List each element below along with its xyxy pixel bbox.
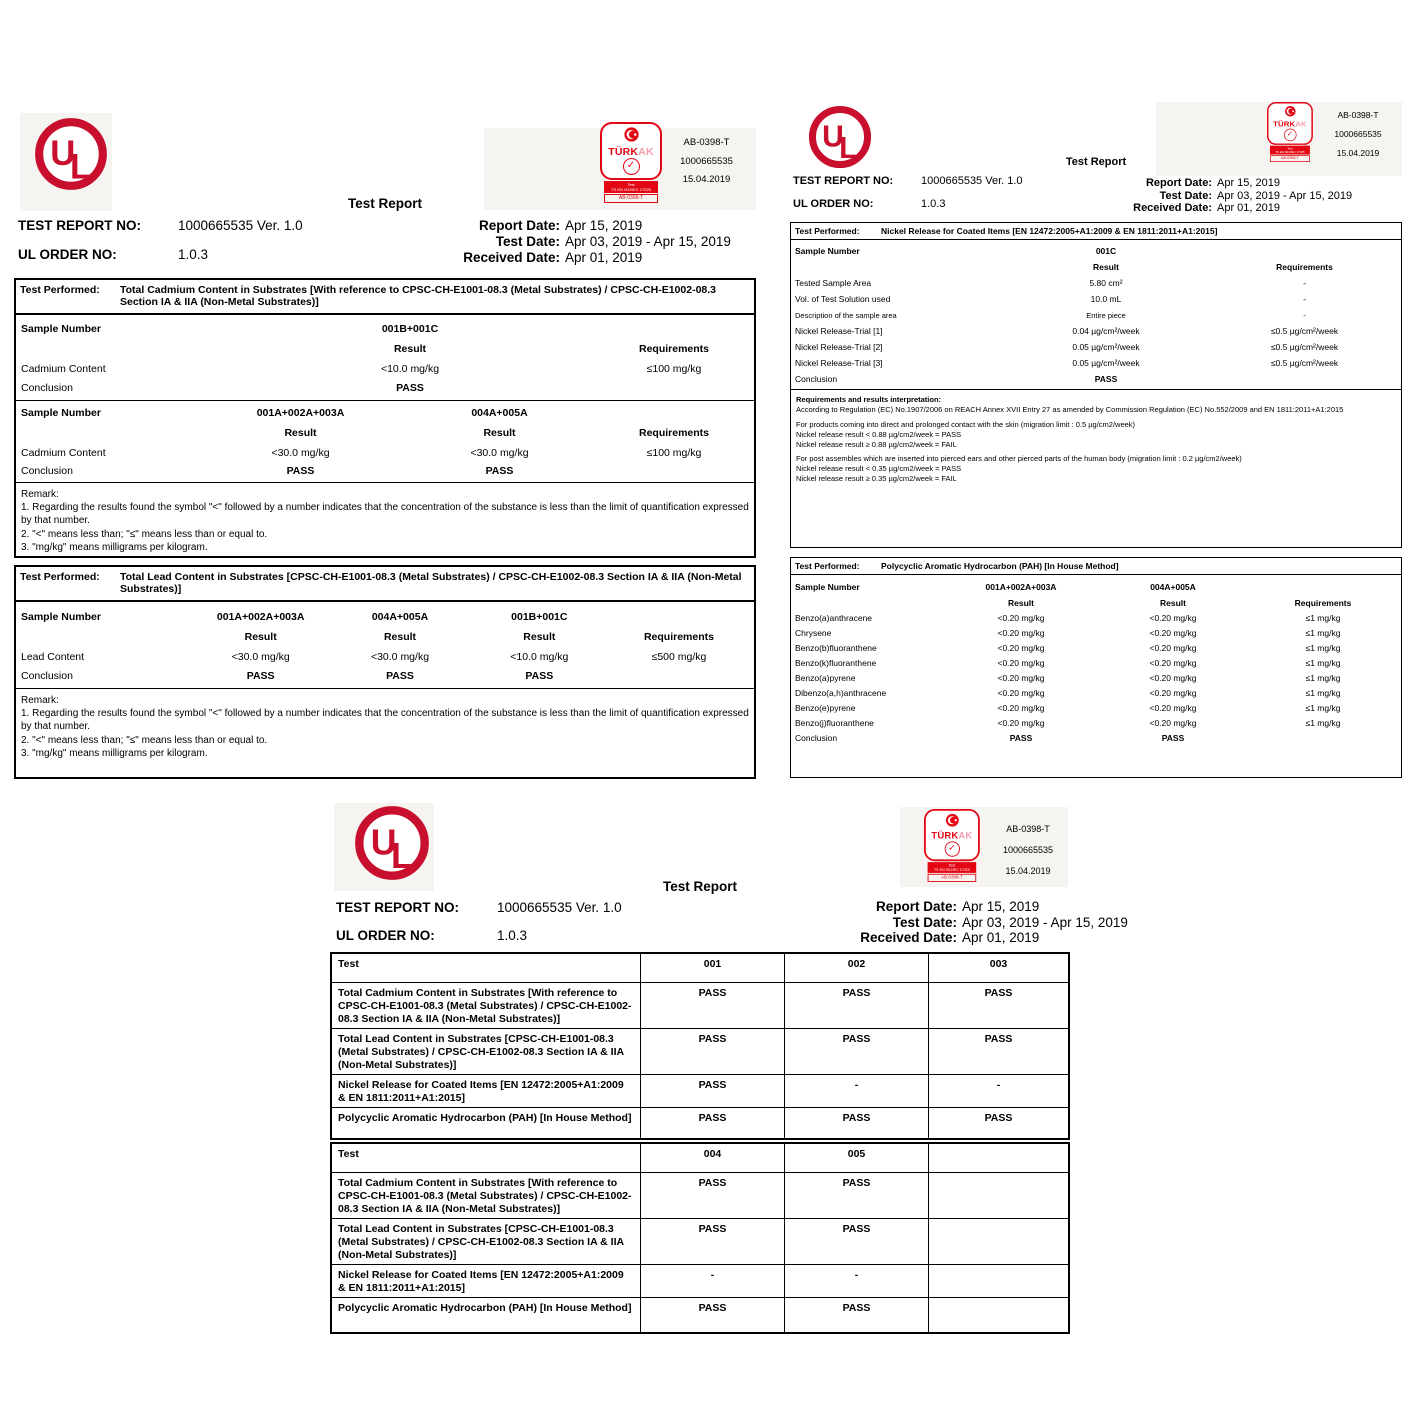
column-header-row: Result Result Result Requirements — [244, 631, 714, 643]
turkish-flag-icon — [624, 127, 639, 142]
accreditation-number: 1000665535 — [1334, 129, 1382, 139]
received-date-label: Received Date: — [860, 930, 957, 945]
test-performed-row — [791, 558, 1401, 575]
summary-header-row — [332, 1144, 1068, 1173]
report-date-value: Apr 15, 2019 — [962, 899, 1040, 914]
test-performed-row — [16, 280, 754, 315]
dates-block — [750, 899, 1128, 946]
report-page-substrates — [14, 100, 756, 790]
turkak-code-box: AB-0398-T — [1270, 155, 1310, 162]
test-name: Polycyclic Aromatic Hydrocarbon (PAH) [In House Method] — [881, 561, 1119, 571]
data-row: Nickel Release-Trial [3] 0.05 µg/cm²/week ≤0.5 µg/cm²/week — [795, 358, 1339, 368]
order-no-value: 1.0.3 — [497, 928, 528, 943]
nickel-release-table — [790, 222, 1402, 548]
ul-logo-icon — [34, 116, 108, 192]
summary-row: Total Cadmium Content in Substrates [With reference to CPSC-CH-E1001-08.3 (Metal Substrates) / CPSC-CH-E1002-08.3 Section IA & IIA (Non-Metal Substrates)] PASS PASS PASS — [332, 983, 1068, 1029]
report-no-row — [336, 900, 622, 915]
received-date-label: Received Date: — [463, 250, 560, 265]
dates-block — [1058, 177, 1398, 215]
summary-row: Polycyclic Aromatic Hydrocarbon (PAH) [In House Method] PASS PASS — [332, 1298, 1068, 1332]
turkak-code-box: AB-0398-T — [928, 874, 977, 882]
summary-row: Total Lead Content in Substrates [CPSC-CH-E1001-08.3 (Metal Substrates) / CPSC-CH-E1002-08.3 Section IA & IIA (Non-Metal Substrates)] PASS PASS — [332, 1219, 1068, 1265]
column-header-row: Result Result Requirements — [1008, 597, 1352, 608]
test-name: Total Lead Content in Substrates [CPSC-CH-E1001-08.3 (Metal Substrates) / CPSC-CH-E1002-08.3 Section IA & IIA (Non-Metal Substrates)] — [120, 571, 742, 595]
accreditation-number: 1000665535 — [680, 155, 733, 167]
report-date-row — [314, 218, 756, 234]
ul-logo-icon — [354, 803, 430, 883]
data-row: Tested Sample Area 5.80 cm² - — [795, 278, 1306, 288]
summary-header-row — [332, 954, 1068, 983]
test-name: Total Cadmium Content in Substrates [With reference to CPSC-CH-E1001-08.3 (Metal Substrates) / CPSC-CH-E1002-08.3 Section IA & IIA (Non-Metal Substrates)] — [120, 284, 717, 308]
conclusion-row: Conclusion PASS PASS PASS — [21, 670, 554, 682]
received-date-value: Apr 01, 2019 — [565, 250, 643, 265]
column-005: 005 — [785, 1144, 929, 1172]
sample-number-row: Sample Number 001A+002A+003A 004A+005A — [21, 407, 528, 419]
test-date-label: Test Date: — [892, 914, 957, 930]
accreditation-details — [654, 134, 759, 190]
accreditation-details — [1318, 106, 1398, 163]
report-no-value: 1000665535 Ver. 1.0 — [178, 218, 303, 233]
svg-text:U: U — [50, 135, 76, 174]
report-date-label: Report Date: — [875, 899, 957, 914]
test-date-value: Apr 03, 2019 - Apr 15, 2019 — [565, 234, 731, 249]
summary-row: Polycyclic Aromatic Hydrocarbon (PAH) [In House Method] PASS PASS PASS — [332, 1108, 1068, 1138]
report-page-summary — [330, 795, 1128, 1340]
test-performed-label: Test Performed: — [795, 226, 860, 236]
column-004: 004 — [641, 1144, 785, 1172]
report-no-label: TEST REPORT NO: — [336, 900, 460, 915]
turkak-code-box: AB-0398-T — [604, 194, 658, 203]
test-date-label: Test Date: — [1159, 189, 1212, 202]
analyte-row: Cadmium Content <30.0 mg/kg <30.0 mg/kg ≤100 mg/kg — [21, 446, 702, 459]
summary-row: Total Lead Content in Substrates [CPSC-CH-E1001-08.3 (Metal Substrates) / CPSC-CH-E1002-08.3 Section IA & IIA (Non-Metal Substrates)] PASS PASS PASS — [332, 1029, 1068, 1075]
order-no-value: 1.0.3 — [178, 247, 209, 262]
turkak-wordmark: TÜRKAK — [1273, 119, 1307, 129]
data-row: Benzo(k)fluoranthene <0.20 mg/kg <0.20 mg/kg ≤1 mg/kg — [795, 657, 1341, 668]
sample-number-row: Sample Number 001C — [795, 246, 1117, 256]
sample-number-row: Sample Number 001A+002A+003A 004A+005A 001B+001C — [21, 611, 568, 623]
accreditation-code: AB-0398-T — [683, 137, 730, 148]
turkak-stamp-frame — [1267, 102, 1313, 145]
data-row: Dibenzo(a,h)anthracene <0.20 mg/kg <0.20 mg/kg ≤1 mg/kg — [795, 687, 1341, 698]
turkak-stamp-icon — [600, 122, 662, 203]
turkak-stamp-icon — [924, 809, 980, 882]
dates-block — [314, 218, 756, 266]
report-date-label: Report Date: — [478, 218, 560, 233]
turkak-stamp-frame — [924, 809, 980, 861]
report-no-value: 1000665535 Ver. 1.0 — [497, 900, 622, 915]
accreditation-number: 1000665535 — [1002, 845, 1054, 855]
analyte-row: Cadmium Content <10.0 mg/kg ≤100 mg/kg — [21, 363, 702, 375]
test-date-row — [314, 234, 756, 250]
report-no-label: TEST REPORT NO: — [18, 218, 142, 233]
turkak-wordmark: TÜRKAK — [608, 146, 654, 158]
column-header-row: Result Requirements — [393, 343, 710, 355]
sample-number-row: Sample Number 001B+001C — [21, 323, 439, 335]
accreditation-date: 15.04.2019 — [1336, 148, 1380, 158]
svg-text:U: U — [822, 120, 844, 154]
turkak-wordmark: TÜRKAK — [931, 830, 973, 842]
report-no-value: 1000665535 Ver. 1.0 — [921, 175, 1023, 187]
accreditation-date: 15.04.2019 — [1005, 866, 1051, 876]
conclusion-row: Conclusion PASS PASS — [21, 464, 514, 477]
interpretation-block: Requirements and results interpretation: According to Regulation (EC) No.1907/2006 on REACH Annex XVII Entry 27 as amended by Commission Regulation (EC) No.552/2009 and EN 1811:2011+A1:2015 For products coming into direct and prolonged contact with the skin (migration limit : 0.5 µg/cm2/week) Nickel release result < 0.88 µg/cm2/week = PASS Nickel release result ≥ 0.88 µg/cm2/week = FAIL For post assembles which are inserted into pierced ears and other pierced parts of the human body (migration limit : 0.2 µg/cm2/week) Nickel release result < 0.35 µg/cm2/week = PASS Nickel release result ≥ 0.35 µg/cm2/week = FAIL — [796, 395, 1344, 484]
report-date-row — [750, 899, 1070, 915]
report-date-value: Apr 15, 2019 — [1217, 177, 1280, 189]
data-row: Benzo(e)pyrene <0.20 mg/kg <0.20 mg/kg ≤1 mg/kg — [795, 702, 1341, 713]
cadmium-results-table — [14, 278, 756, 558]
data-row: Description of the sample area Entire piece - — [795, 310, 1306, 320]
remark-block: Remark: 1. Regarding the results found the symbol "<" followed by a number indicates that the concentration of the substance is less than the limit of quantification expressed by that number. 2. "<" means less than; "≤" means less than or equal to. 3. "mg/kg" means milligrams per kilogram. — [21, 489, 749, 553]
check-icon: ✓ — [1284, 129, 1297, 142]
order-no-row — [793, 198, 946, 210]
data-row: Benzo(b)fluoranthene <0.20 mg/kg <0.20 mg/kg ≤1 mg/kg — [795, 642, 1341, 653]
received-date-row — [750, 930, 1070, 946]
report-no-row — [793, 175, 1023, 187]
data-row: Chrysene <0.20 mg/kg <0.20 mg/kg ≤1 mg/kg — [795, 627, 1341, 638]
conclusion-row: Conclusion PASS — [795, 374, 1118, 384]
test-performed-label: Test Performed: — [20, 571, 100, 583]
column-test: Test — [332, 1144, 641, 1172]
order-no-row — [18, 247, 209, 262]
report-page-nickel-pah — [790, 98, 1402, 788]
order-no-label: UL ORDER NO: — [793, 198, 874, 210]
svg-text:L: L — [390, 836, 413, 877]
column-header-row: Result Result Requirements — [284, 427, 710, 439]
remark-block: Remark: 1. Regarding the results found the symbol "<" followed by a number indicates that the concentration of the substance is less than the limit of quantification expressed by that number. 2. "<" means less than; "≤" means less than or equal to. 3. "mg/kg" means milligrams per kilogram. — [21, 695, 749, 759]
data-row: Vol. of Test Solution used 10.0 mL - — [795, 294, 1306, 304]
test-performed-label: Test Performed: — [795, 561, 860, 571]
received-date-row — [314, 250, 756, 266]
turkish-flag-icon — [1284, 106, 1295, 117]
report-date-row — [1058, 177, 1398, 190]
turkak-cert-box: Test TS EN ISO/IEC 17025 — [928, 862, 977, 873]
data-row: Benzo(a)pyrene <0.20 mg/kg <0.20 mg/kg ≤1 mg/kg — [795, 672, 1341, 683]
summary-row: Nickel Release for Coated Items [EN 12472:2005+A1:2009 & EN 1811:2011+A1:2015] - - — [332, 1265, 1068, 1298]
page-title: Test Report — [1065, 156, 1127, 168]
accreditation-details — [988, 819, 1068, 882]
test-date-value: Apr 03, 2019 - Apr 15, 2019 — [1217, 189, 1353, 202]
turkak-cert-box: Test TS EN ISO/IEC 17025 — [604, 181, 658, 193]
received-date-row — [1058, 202, 1398, 215]
sample-number-row: Sample Number 001A+002A+003A 004A+005A — [795, 581, 1196, 592]
summary-table-001-003 — [330, 952, 1070, 1140]
page-title: Test Report — [662, 879, 737, 894]
column-001: 001 — [641, 954, 785, 982]
test-performed-row — [16, 567, 754, 602]
column-002: 002 — [785, 954, 929, 982]
test-performed-label: Test Performed: — [20, 284, 100, 296]
report-date-value: Apr 15, 2019 — [565, 218, 643, 233]
report-date-label: Report Date: — [1145, 177, 1212, 189]
summary-table-004-005 — [330, 1142, 1070, 1334]
accreditation-code: AB-0398-T — [1006, 824, 1050, 834]
turkak-stamp-frame — [600, 122, 662, 180]
svg-text:U: U — [370, 822, 397, 863]
test-date-label: Test Date: — [495, 234, 560, 249]
lead-results-table — [14, 565, 756, 779]
test-performed-row — [791, 223, 1401, 240]
data-row: Benzo(a)anthracene <0.20 mg/kg <0.20 mg/kg ≤1 mg/kg — [795, 612, 1341, 623]
order-no-label: UL ORDER NO: — [336, 928, 435, 943]
data-row: Benzo(j)fluoranthene <0.20 mg/kg <0.20 mg/kg ≤1 mg/kg — [795, 717, 1341, 728]
received-date-value: Apr 01, 2019 — [962, 930, 1040, 945]
conclusion-row: Conclusion PASS — [21, 382, 424, 394]
received-date-value: Apr 01, 2019 — [1217, 202, 1280, 214]
turkak-stamp-icon — [1267, 102, 1313, 162]
turkish-flag-icon — [945, 814, 959, 828]
svg-text:L: L — [839, 132, 858, 166]
divider — [16, 482, 754, 483]
divider — [791, 389, 1401, 390]
column-empty — [929, 1144, 1068, 1172]
accreditation-date: 15.04.2019 — [682, 174, 731, 185]
check-icon: ✓ — [944, 841, 959, 856]
turkak-cert-box: Test TS EN ISO/IEC 17025 — [1270, 146, 1310, 155]
test-date-row — [1058, 190, 1398, 203]
analyte-row: Lead Content <30.0 mg/kg <30.0 mg/kg <10.0 mg/kg ≤500 mg/kg — [21, 651, 707, 663]
report-no-row — [18, 218, 303, 233]
check-icon: ✓ — [623, 158, 640, 175]
data-row: Nickel Release-Trial [1] 0.04 µg/cm²/week ≤0.5 µg/cm²/week — [795, 326, 1339, 336]
test-name: Nickel Release for Coated Items [EN 12472:2005+A1:2009 & EN 1811:2011+A1:2015] — [881, 226, 1218, 236]
divider — [16, 688, 754, 689]
order-no-row — [336, 928, 528, 943]
summary-row: Nickel Release for Coated Items [EN 12472:2005+A1:2009 & EN 1811:2011+A1:2015] PASS - - — [332, 1075, 1068, 1108]
pah-results-table — [790, 557, 1402, 778]
conclusion-row: Conclusion PASS PASS — [795, 732, 1185, 743]
column-test: Test — [332, 954, 641, 982]
received-date-label: Received Date: — [1133, 202, 1212, 214]
column-header-row: Result Requirements — [1093, 262, 1333, 272]
divider — [16, 400, 754, 401]
report-no-label: TEST REPORT NO: — [793, 175, 894, 187]
order-no-label: UL ORDER NO: — [18, 247, 117, 262]
data-row: Nickel Release-Trial [2] 0.05 µg/cm²/week ≤0.5 µg/cm²/week — [795, 342, 1339, 352]
column-003: 003 — [989, 958, 1008, 970]
page-title: Test Report — [347, 196, 422, 211]
accreditation-code: AB-0398-T — [1337, 110, 1379, 120]
order-no-value: 1.0.3 — [921, 198, 946, 210]
svg-text:L: L — [69, 148, 92, 187]
test-date-row — [750, 914, 1128, 931]
summary-row: Total Cadmium Content in Substrates [With reference to CPSC-CH-E1001-08.3 (Metal Substrates) / CPSC-CH-E1002-08.3 Section IA & IIA (Non-Metal Substrates)] PASS PASS — [332, 1173, 1068, 1219]
test-date-value: Apr 03, 2019 - Apr 15, 2019 — [962, 914, 1128, 930]
